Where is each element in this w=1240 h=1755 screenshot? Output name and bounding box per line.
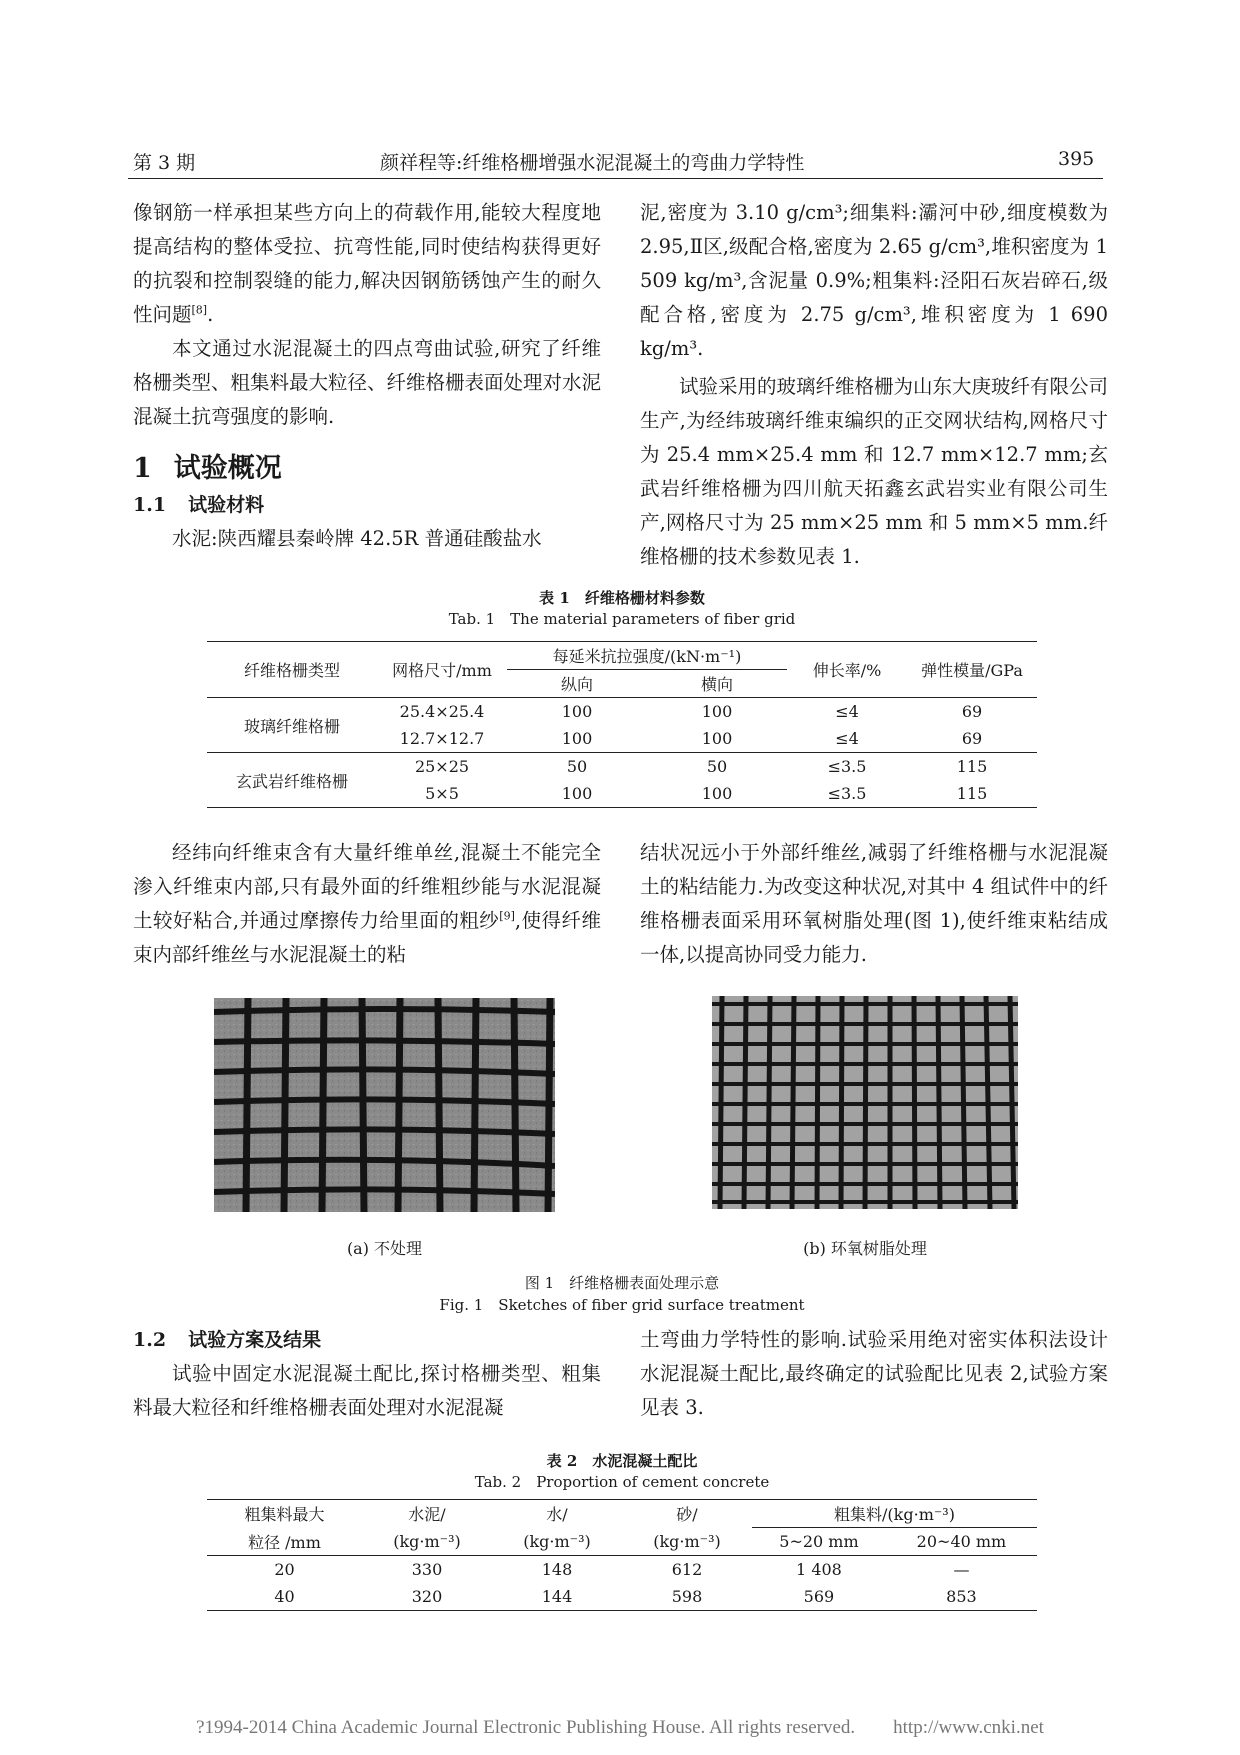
- table-cell: ≤4: [835, 729, 859, 748]
- table-cell: 40: [274, 1587, 295, 1606]
- paragraph: 泥,密度为 3.10 g/cm³;细集料:灞河中砂,细度模数为 2.95,Ⅱ区,级配合格,密度为 2.65 g/cm³,堆积密度为 1 509 kg/m³,含泥量 0.9%;粗集料:泾阳石灰岩碎石,级配合格,密度为 2.75 g/cm³,堆积密度为 1 690 kg/m³.: [640, 201, 1108, 360]
- table-cell: —: [953, 1560, 970, 1579]
- table-cell: 320: [411, 1587, 443, 1606]
- paragraph-text: 像钢筋一样承担某些方向上的荷载作用,能较大程度地提高结构的整体受拉、抗弯性能,同时使结构获得更好的抗裂和控制裂缝的能力,解决因钢筋锈蚀产生的耐久性问题: [133, 201, 601, 326]
- paragraph: 本文通过水泥混凝土的四点弯曲试验,研究了纤维格栅类型、粗集料最大粒径、纤维格栅表面处理对水泥混凝土抗弯强度的影响.: [133, 337, 602, 428]
- table-cell: 50: [507, 753, 647, 781]
- table-cell: 148: [541, 1560, 573, 1579]
- table-cell: ≤3.5: [787, 753, 907, 781]
- left-column-1: [133, 196, 601, 556]
- subsection-title: 试验材料: [188, 494, 265, 516]
- table-cell: 25.4×25.4: [399, 702, 485, 721]
- paragraph: 水泥:陕西耀县秦岭牌 42.5R 普通硅酸盐水: [172, 527, 542, 550]
- column-header: 横向: [647, 670, 787, 698]
- figure1b-epoxy-treated-grid-photo: [712, 996, 1018, 1209]
- table-cell: 100: [561, 784, 593, 803]
- table-cell: 69: [961, 729, 983, 748]
- table-cell: 玄武岩纤维格栅: [207, 753, 377, 808]
- table-cell: 玻璃纤维格栅: [243, 716, 340, 736]
- header-rule: [128, 178, 1103, 179]
- table-cell: 100: [561, 729, 593, 748]
- citation: [9]: [499, 909, 515, 923]
- column-header: 粗集料最大: [244, 1505, 325, 1525]
- column-header: (kg·m⁻³): [492, 1528, 622, 1556]
- table-row: [207, 698, 1037, 726]
- column-header: 伸长率/%: [787, 642, 907, 698]
- figure1a-untreated-grid-photo: [214, 998, 555, 1212]
- table-cell: 100: [701, 729, 733, 748]
- running-header-title: 颜祥程等:纤维格栅增强水泥混凝土的弯曲力学特性: [380, 152, 805, 174]
- subsection-heading: [133, 1323, 601, 1357]
- table2-caption-zh: 表 2 水泥混凝土配比: [546, 1452, 698, 1470]
- table-row: [207, 753, 1037, 781]
- table-cell: 612: [671, 1560, 703, 1579]
- column-header: 粗集料/(kg·m⁻³): [752, 1500, 1037, 1528]
- table-cell: 25×25: [377, 753, 507, 781]
- column-header: 每延米抗拉强度/(kN·m⁻¹): [507, 642, 787, 670]
- running-header-issue: 第 3 期: [133, 152, 196, 174]
- table-cell: 12.7×12.7: [399, 729, 485, 748]
- copyright-footer: ?1994-2014 China Academic Journal Electronic Publishing House. All rights reserved. http://www.cnki.net: [196, 1717, 1044, 1738]
- column-header: (kg·m⁻³): [622, 1528, 752, 1556]
- figure1b-caption: (b) 环氧树脂处理: [803, 1239, 927, 1258]
- table-cell: 115: [907, 753, 1037, 781]
- section-number: 1: [133, 453, 152, 484]
- column-header: 水泥/: [408, 1505, 446, 1525]
- column-header: 网格尺寸/mm: [377, 642, 507, 698]
- left-column-2: [133, 836, 601, 972]
- paragraph: 像钢筋一样承担某些方向上的荷载作用,能较大程度地提高结构的整体受拉、抗弯性能,同时使结构获得更好的抗裂和控制裂缝的能力,解决因钢筋锈蚀产生的耐久性问题[8].: [133, 201, 601, 326]
- table-cell: ≤4: [835, 702, 859, 721]
- table-cell: 69: [961, 702, 983, 721]
- table1: [207, 641, 1037, 808]
- table-cell: 5×5: [425, 784, 459, 803]
- column-header: 20~40 mm: [886, 1528, 1037, 1556]
- table-cell: 330: [411, 1560, 443, 1579]
- table-cell: 569: [803, 1587, 835, 1606]
- column-header: 砂/: [676, 1505, 698, 1525]
- table-cell: ≤3.5: [827, 784, 867, 803]
- right-column-3: [640, 1323, 1108, 1425]
- table-cell: 853: [946, 1587, 977, 1606]
- paragraph: 试验采用的玻璃纤维格栅为山东大庚玻纤有限公司生产,为经纬玻璃纤维束编织的正交网状结构,网格尺寸为 25.4 mm×25.4 mm 和 12.7 mm×12.7 mm;玄武岩纤维格栅为四川航天拓鑫玄武岩实业有限公司生产,网格尺寸为 25 mm×25 mm 和 5 mm×5 mm.纤维格栅的技术参数见表 1.: [640, 375, 1109, 568]
- table-cell: 598: [671, 1587, 703, 1606]
- table-cell: 20: [274, 1560, 295, 1579]
- table1-caption-en: Tab. 1 The material parameters of fiber grid: [448, 610, 796, 628]
- column-header: 纤维格栅类型: [207, 642, 377, 698]
- table-cell: 100: [701, 784, 733, 803]
- subsection-number: 1.2: [133, 1329, 167, 1351]
- table-cell: 50: [647, 753, 787, 781]
- figure1a-caption: (a) 不处理: [346, 1239, 423, 1258]
- table-cell: 1 408: [796, 1560, 842, 1579]
- table-row: [207, 1556, 1037, 1584]
- column-header: 水/: [546, 1505, 568, 1525]
- left-column-3: [133, 1323, 601, 1425]
- table-header-row: [207, 642, 1037, 670]
- column-header: 5~20 mm: [752, 1528, 886, 1556]
- table1-caption-zh: 表 1 纤维格栅材料参数: [539, 589, 705, 607]
- table-cell: 100: [561, 702, 593, 721]
- subsection-number: 1.1: [133, 494, 167, 516]
- table-cell: 100: [701, 702, 733, 721]
- paragraph: [133, 836, 601, 972]
- right-column-2: [640, 836, 1108, 972]
- figure1-caption-zh: 图 1 纤维格栅表面处理示意: [524, 1274, 720, 1292]
- table2: [207, 1499, 1037, 1611]
- paragraph: 试验中固定水泥混凝土配比,探讨格栅类型、粗集料最大粒径和纤维格栅表面处理对水泥混凝: [133, 1362, 601, 1419]
- table-cell: 115: [956, 784, 988, 803]
- page-number: 395: [1058, 148, 1095, 170]
- table-row: [207, 1583, 1037, 1611]
- column-header: 弹性模量/GPa: [907, 642, 1037, 698]
- table-header-row: [207, 1500, 1037, 1528]
- paragraph: 结状况远小于外部纤维丝,减弱了纤维格栅与水泥混凝土的粘结能力.为改变这种状况,对其中 4 组试件中的纤维格栅表面采用环氧树脂处理(图 1),使纤维束粘结成一体,以提高协同受力能力.: [640, 841, 1108, 966]
- column-header: 纵向: [507, 670, 647, 698]
- paragraph-text: 经纬向纤维束含有大量纤维单丝,混凝土不能完全渗入纤维束内部,只有最外面的纤维粗纱能与水泥混凝土较好粘合,并通过摩擦传力给里面的粗纱: [133, 841, 601, 932]
- table-header-row: [207, 1528, 1037, 1556]
- figure1-caption-en: Fig. 1 Sketches of fiber grid surface treatment: [439, 1296, 805, 1314]
- table2-caption-en: Tab. 2 Proportion of cement concrete: [474, 1473, 770, 1491]
- subsection-title: 试验方案及结果: [188, 1329, 322, 1351]
- table-cell: 144: [541, 1587, 573, 1606]
- citation: [8]: [191, 303, 208, 317]
- right-column-1: [640, 196, 1108, 574]
- column-header: (kg·m⁻³): [362, 1528, 492, 1556]
- section-heading: [133, 446, 601, 488]
- column-header: 粒径 /mm: [207, 1528, 362, 1556]
- section-title: 试验概况: [173, 453, 282, 484]
- paragraph-text: ,使得纤维束内部纤维丝与水泥混凝土的粘: [133, 909, 602, 966]
- paragraph: 土弯曲力学特性的影响.试验采用绝对密实体积法设计水泥混凝土配比,最终确定的试验配比见表 2,试验方案见表 3.: [640, 1328, 1108, 1419]
- subsection-heading: [133, 488, 601, 522]
